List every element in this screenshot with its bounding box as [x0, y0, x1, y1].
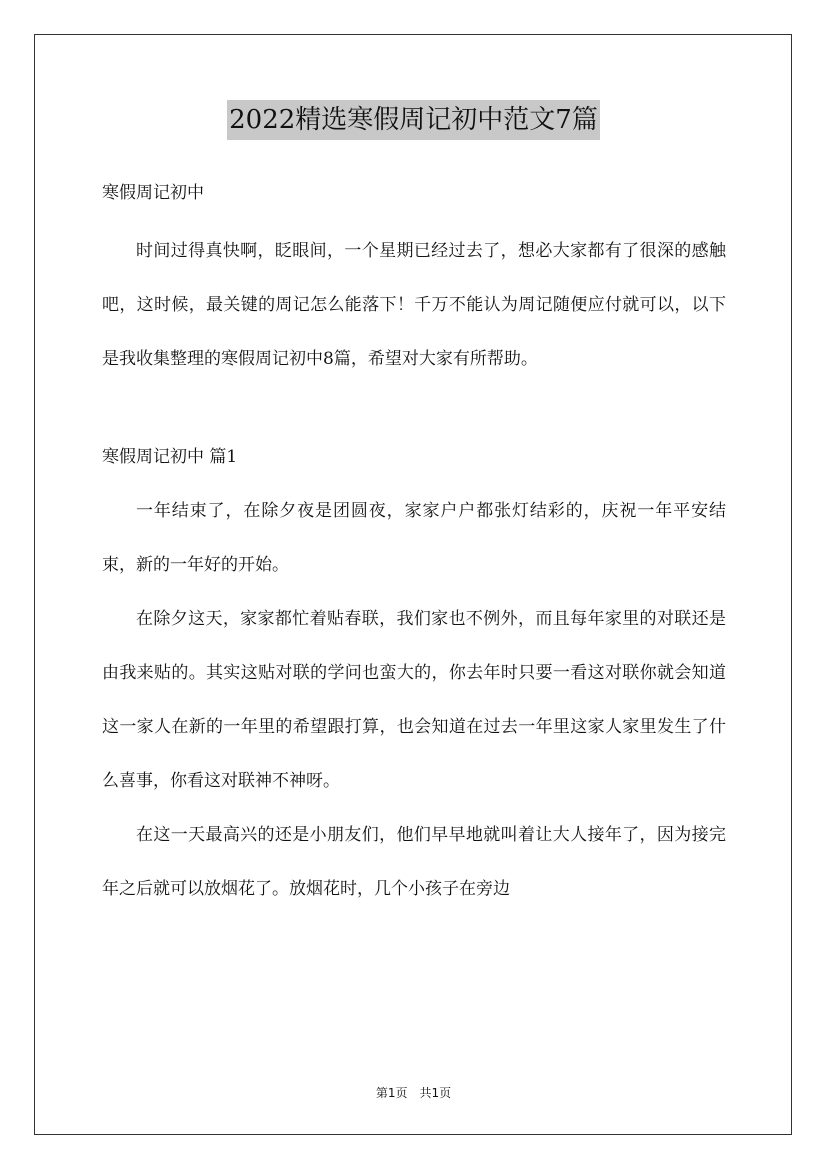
page-footer [0, 1084, 827, 1101]
document-title: 2022精选寒假周记初中范文7篇 [227, 100, 600, 140]
document-body [102, 170, 726, 916]
page-number: 第1页 共1页 [375, 1086, 452, 1100]
body-paragraph: 在除夕这天，家家都忙着贴春联，我们家也不例外，而且每年家里的对联还是由我来贴的。其实这贴对联的学问也蛮大的，你去年时只要一看这对联你就会知道这一家人在新的一年里的希望跟打算，也会知道在过去一年里这家人家里发生了什么喜事，你看这对联神不神呀。 [102, 609, 726, 791]
body-paragraph: 在这一天最高兴的还是小朋友们，他们早早地就叫着让大人接年了，因为接完年之后就可以放烟花了。放烟花时，几个小孩子在旁边 [102, 825, 726, 899]
section-heading: 寒假周记初中 篇1 [102, 447, 238, 467]
intro-heading: 寒假周记初中 [102, 183, 204, 203]
intro-paragraph: 时间过得真快啊，眨眼间，一个星期已经过去了，想必大家都有了很深的感触吧，这时候，最关键的周记怎么能落下！千万不能认为周记随便应付就可以，以下是我收集整理的寒假周记初中8篇，希望对大家有所帮助。 [102, 241, 726, 369]
body-paragraph: 一年结束了，在除夕夜是团圆夜，家家户户都张灯结彩的，庆祝一年平安结束，新的一年好的开始。 [102, 501, 726, 575]
title-container [0, 100, 827, 140]
